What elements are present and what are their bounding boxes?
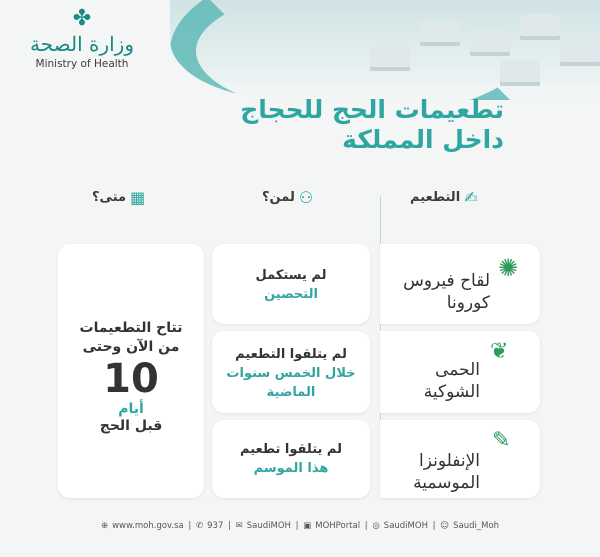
title-line-1: تطعيمات الحج للحجاج	[240, 95, 504, 124]
vaccine-name-1: لقاح فيروس كورونا	[403, 271, 490, 313]
logo-name-en: Ministry of Health	[35, 58, 129, 70]
footer-twitter[interactable]: SaudiMOH	[246, 521, 291, 531]
days-unit: أيام	[118, 401, 144, 417]
syringe-hand-icon: ✍	[464, 188, 478, 207]
footer-phone[interactable]: 937	[207, 521, 224, 531]
phone-icon: ✆	[196, 521, 204, 531]
twitter-icon: ✉	[235, 521, 243, 531]
vaccine-name-3: الإنفلونزا الموسمية	[413, 451, 480, 493]
page-title	[240, 95, 504, 155]
footer-web[interactable]: www.moh.gov.sa	[112, 521, 184, 531]
vaccine-name-2: الحمى الشوكية	[423, 360, 480, 402]
when-line-1: تتاح التطعيمات	[79, 320, 183, 336]
snapchat-icon: ☺	[440, 521, 450, 531]
hero-image	[170, 0, 600, 100]
web-icon: ⊕	[100, 521, 109, 531]
moh-logo	[22, 6, 142, 70]
when-card	[58, 244, 204, 498]
title-line-2: داخل المملكة	[342, 125, 504, 154]
portal-icon: ▣	[303, 521, 312, 531]
vaccine-card-1	[380, 244, 540, 324]
vaccine-card-3	[380, 420, 540, 498]
person-question-icon: ⚇	[298, 188, 314, 207]
calendar-syringe-icon: ▦	[130, 188, 146, 207]
column-header-when: ▦ متى؟	[92, 188, 146, 207]
when-line-2: من الآن وحتى	[82, 339, 180, 355]
palm-swords-icon: ✤	[72, 6, 92, 31]
footer-snap[interactable]: Saudi_Moh	[453, 521, 500, 531]
who-card-1: لم يستكمل التحصين	[212, 244, 370, 324]
brain-icon: ❦	[490, 339, 509, 364]
virus-icon: ✺	[498, 254, 519, 282]
footer-instagram[interactable]: SaudiMOH	[383, 521, 428, 531]
column-header-who: ⚇ لمن؟	[262, 188, 314, 207]
footer-portal[interactable]: MOHPortal	[315, 521, 361, 531]
logo-name-ar: وزارة الصحة	[30, 32, 134, 56]
instagram-icon: ◎	[372, 521, 380, 531]
who-card-3: لم يتلقوا تطعيم هذا الموسم	[212, 420, 370, 498]
syringe-icon: ✎	[492, 428, 511, 453]
column-header-vaccine: ✍ التطعيم	[410, 188, 478, 207]
vaccine-card-2	[380, 331, 540, 413]
footer-contacts: ⊕ www.moh.gov.sa | ✆ 937 | ✉ SaudiMOH | ▣ MOHPortal | ◎ SaudiMOH | ☺ Saudi_Moh	[100, 521, 500, 531]
days-number: 10	[103, 356, 159, 402]
when-line-3: قبل الحج	[99, 418, 163, 434]
who-card-2: لم يتلقوا التطعيم خلال الخمس سنوات الماضية	[212, 331, 370, 413]
